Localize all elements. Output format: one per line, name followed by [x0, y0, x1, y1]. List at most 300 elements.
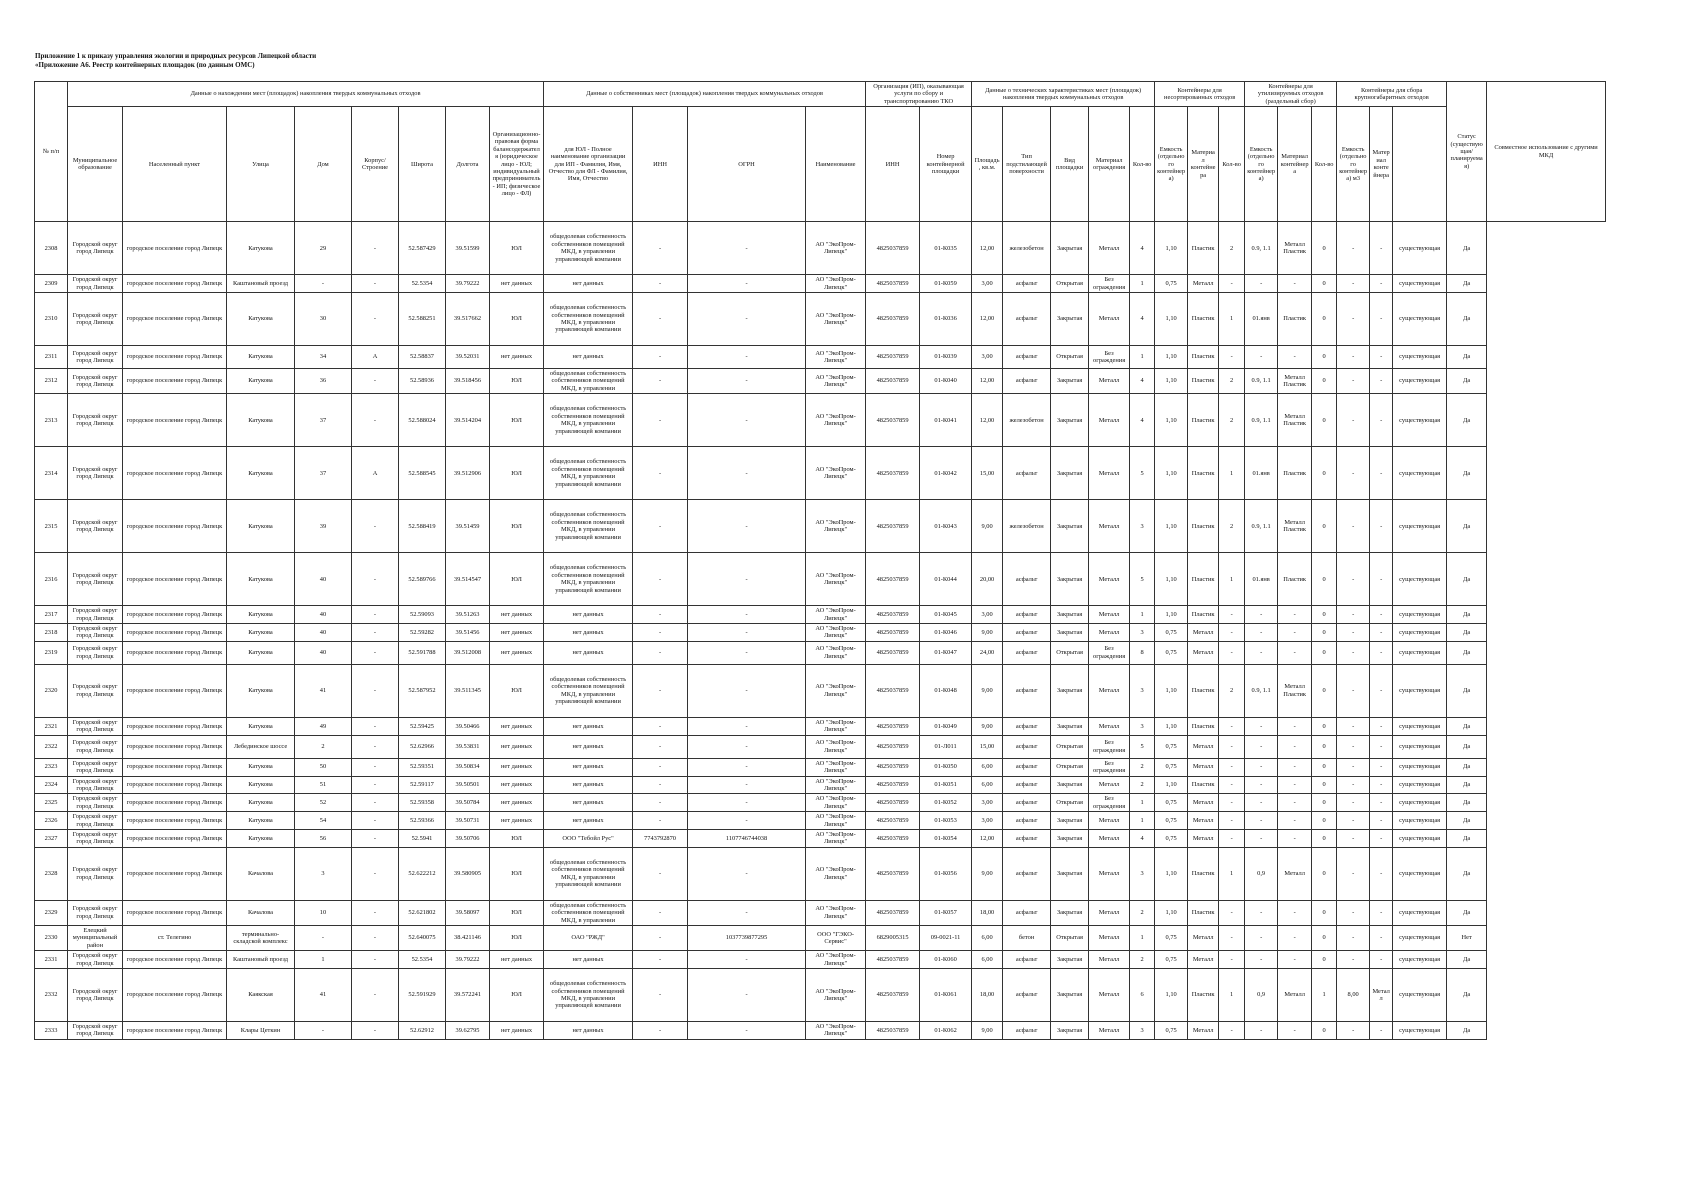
table-cell: городское поселение город Липецк: [123, 500, 227, 553]
table-cell: 01.янв: [1245, 447, 1278, 500]
table-cell: 4: [1130, 394, 1155, 447]
table-cell: 52.59351: [399, 758, 446, 776]
table-cell: 39.51459: [446, 500, 490, 553]
table-cell: -: [1370, 293, 1393, 346]
table-cell: 50: [295, 758, 352, 776]
table-cell: 3,00: [972, 275, 1003, 293]
table-cell: -: [688, 717, 806, 735]
table-cell: -: [352, 717, 399, 735]
table-cell: Катукова: [227, 664, 295, 717]
table-cell: -: [633, 500, 688, 553]
table-cell: 37: [295, 447, 352, 500]
table-cell: А: [352, 447, 399, 500]
table-cell: -: [1278, 776, 1312, 794]
table-cell: 52.621802: [399, 900, 446, 925]
table-cell: асфальт: [1003, 293, 1051, 346]
table-cell: 4825037859: [866, 369, 920, 394]
table-cell: -: [352, 222, 399, 275]
table-cell: 39.62795: [446, 1022, 490, 1040]
table-cell: 3: [1130, 1022, 1155, 1040]
table-cell: -: [1219, 829, 1245, 847]
table-cell: 6: [1130, 969, 1155, 1022]
table-cell: 2310: [35, 293, 68, 346]
table-cell: 4825037859: [866, 776, 920, 794]
table-cell: городское поселение город Липецк: [123, 222, 227, 275]
table-cell: Городской округ город Липецк: [68, 641, 123, 664]
table-cell: Пластик: [1188, 500, 1219, 553]
table-cell: Без ограждения: [1089, 641, 1130, 664]
table-cell: Металл Пластик: [1278, 500, 1312, 553]
table-cell: 4825037859: [866, 346, 920, 369]
table-cell: 39: [295, 500, 352, 553]
table-cell: АО "ЭкоПром-Липецк": [806, 664, 866, 717]
table-cell: -: [352, 369, 399, 394]
table-cell: -: [352, 812, 399, 830]
table-cell: Пластик: [1188, 900, 1219, 925]
column-header: Площадь, кв.м.: [972, 107, 1003, 222]
table-cell: общедолевая собственность собственников помещений МКД, в управлении управляющей компании: [544, 553, 633, 606]
table-cell: 41: [295, 969, 352, 1022]
table-cell: 4825037859: [866, 394, 920, 447]
table-cell: 01-К047: [920, 641, 972, 664]
table-cell: 5: [1130, 735, 1155, 758]
table-cell: -: [1370, 222, 1393, 275]
table-cell: асфальт: [1003, 369, 1051, 394]
table-cell: 6,00: [972, 776, 1003, 794]
table-cell: Да: [1447, 346, 1487, 369]
table-cell: 4825037859: [866, 275, 920, 293]
table-cell: АО "ЭкоПром-Липецк": [806, 553, 866, 606]
table-cell: 40: [295, 606, 352, 624]
table-cell: Закрытая: [1051, 606, 1089, 624]
table-cell: Пластик: [1188, 969, 1219, 1022]
table-cell: 29: [295, 222, 352, 275]
table-cell: Городской округ город Липецк: [68, 776, 123, 794]
table-cell: нет данных: [490, 641, 544, 664]
table-cell: 01-К052: [920, 794, 972, 812]
table-cell: 2316: [35, 553, 68, 606]
table-cell: 1,10: [1155, 606, 1188, 624]
table-cell: асфальт: [1003, 641, 1051, 664]
table-cell: 0: [1312, 275, 1337, 293]
table-cell: Пластик: [1278, 553, 1312, 606]
table-cell: -: [633, 606, 688, 624]
group-header: Данные о нахождении мест (площадок) накопления твердых коммунальных отходов: [68, 82, 544, 107]
table-cell: -: [1337, 717, 1370, 735]
table-cell: Городской округ город Липецк: [68, 500, 123, 553]
table-cell: 1,10: [1155, 500, 1188, 553]
table-cell: 52.59093: [399, 606, 446, 624]
table-cell: 52.58837: [399, 346, 446, 369]
table-cell: существующая: [1393, 275, 1447, 293]
table-cell: железобетон: [1003, 394, 1051, 447]
table-cell: нет данных: [490, 1022, 544, 1040]
table-cell: -: [1370, 829, 1393, 847]
table-cell: Да: [1447, 293, 1487, 346]
table-cell: городское поселение город Липецк: [123, 641, 227, 664]
table-cell: 2: [1130, 776, 1155, 794]
table-cell: 3,00: [972, 606, 1003, 624]
table-cell: -: [1370, 275, 1393, 293]
table-cell: 2313: [35, 394, 68, 447]
table-cell: существующая: [1393, 624, 1447, 642]
table-cell: -: [1278, 624, 1312, 642]
table-cell: -: [1245, 641, 1278, 664]
table-cell: существующая: [1393, 500, 1447, 553]
table-cell: Металл: [1278, 847, 1312, 900]
table-cell: 4825037859: [866, 1022, 920, 1040]
table-row: [35, 500, 1606, 553]
table-cell: городское поселение город Липецк: [123, 969, 227, 1022]
table-cell: 01-К062: [920, 1022, 972, 1040]
table-cell: 5: [1130, 447, 1155, 500]
table-cell: -: [1370, 735, 1393, 758]
table-cell: АО "ЭкоПром-Липецк": [806, 641, 866, 664]
table-cell: 2325: [35, 794, 68, 812]
table-cell: нет данных: [490, 717, 544, 735]
table-cell: -: [1370, 346, 1393, 369]
table-cell: 0: [1312, 394, 1337, 447]
table-cell: 1: [1130, 275, 1155, 293]
table-cell: городское поселение город Липецк: [123, 900, 227, 925]
table-cell: Да: [1447, 829, 1487, 847]
table-cell: Металл: [1188, 624, 1219, 642]
table-cell: 4825037859: [866, 500, 920, 553]
table-cell: городское поселение город Липецк: [123, 624, 227, 642]
table-cell: 1: [1130, 812, 1155, 830]
header-line-1: Приложение 1 к приказу управления экологии и природных ресурсов Липецкой области: [35, 52, 317, 60]
table-cell: -: [1219, 776, 1245, 794]
table-cell: 0: [1312, 664, 1337, 717]
table-cell: Пластик: [1188, 717, 1219, 735]
table-cell: 0,75: [1155, 735, 1188, 758]
table-cell: Городской округ город Липецк: [68, 794, 123, 812]
column-header: Населенный пункт: [123, 107, 227, 222]
table-cell: Металл: [1188, 641, 1219, 664]
table-cell: -: [1337, 293, 1370, 346]
table-cell: Городской округ город Липецк: [68, 812, 123, 830]
table-cell: 2312: [35, 369, 68, 394]
table-cell: 0,9: [1245, 969, 1278, 1022]
table-cell: Без ограждения: [1089, 794, 1130, 812]
table-cell: Катукова: [227, 641, 295, 664]
table-cell: 40: [295, 553, 352, 606]
column-header: Организационно-правовая форма балансодержателя (юридическое лицо - ЮЛ; индивидуальный предприниматель - ИП; физическое лицо - ФЛ): [490, 107, 544, 222]
table-cell: 0,75: [1155, 794, 1188, 812]
table-cell: Катукова: [227, 812, 295, 830]
table-row: [35, 275, 1606, 293]
table-cell: существующая: [1393, 641, 1447, 664]
table-cell: 52.591788: [399, 641, 446, 664]
column-header: Тип подстилающей поверхности: [1003, 107, 1051, 222]
table-cell: -: [352, 847, 399, 900]
table-cell: 3,00: [972, 346, 1003, 369]
table-cell: 12,00: [972, 222, 1003, 275]
table-cell: 4825037859: [866, 717, 920, 735]
table-cell: нет данных: [544, 606, 633, 624]
table-cell: -: [1278, 641, 1312, 664]
table-cell: АО "ЭкоПром-Липецк": [806, 776, 866, 794]
table-cell: -: [1245, 900, 1278, 925]
table-cell: Пластик: [1188, 222, 1219, 275]
table-cell: -: [633, 222, 688, 275]
table-cell: -: [295, 1022, 352, 1040]
table-cell: -: [688, 735, 806, 758]
table-cell: 2315: [35, 500, 68, 553]
table-head: [35, 82, 1606, 222]
table-cell: 52.59117: [399, 776, 446, 794]
table-cell: АО "ЭкоПром-Липецк": [806, 606, 866, 624]
table-cell: Пластик: [1188, 394, 1219, 447]
table-cell: -: [1337, 812, 1370, 830]
table-cell: -: [352, 624, 399, 642]
table-cell: 52.591929: [399, 969, 446, 1022]
table-cell: ЮЛ: [490, 900, 544, 925]
table-cell: -: [1245, 812, 1278, 830]
table-cell: 12,00: [972, 293, 1003, 346]
table-cell: Металл Пластик: [1278, 664, 1312, 717]
table-cell: 1,10: [1155, 447, 1188, 500]
table-row: [35, 1022, 1606, 1040]
table-cell: Металл: [1089, 222, 1130, 275]
table-cell: 52.588545: [399, 447, 446, 500]
table-cell: 01-К043: [920, 500, 972, 553]
table-cell: Закрытая: [1051, 553, 1089, 606]
table-cell: существующая: [1393, 735, 1447, 758]
table-cell: 52.588024: [399, 394, 446, 447]
table-cell: общедолевая собственность собственников помещений МКД, в управлении управляющей компании: [544, 447, 633, 500]
table-cell: 39.50834: [446, 758, 490, 776]
table-cell: -: [352, 275, 399, 293]
table-cell: бетон: [1003, 925, 1051, 950]
table-row: [35, 293, 1606, 346]
table-cell: ЮЛ: [490, 969, 544, 1022]
table-cell: 2328: [35, 847, 68, 900]
table-cell: 12,00: [972, 394, 1003, 447]
table-cell: городское поселение город Липецк: [123, 1022, 227, 1040]
table-cell: 52.589766: [399, 553, 446, 606]
table-cell: -: [688, 447, 806, 500]
table-cell: Катукова: [227, 717, 295, 735]
table-cell: АО "ЭкоПром-Липецк": [806, 900, 866, 925]
table-cell: -: [1337, 369, 1370, 394]
group-header: Организация (ИП), оказывающая услуги по сбору и транспортированию ТКО: [866, 82, 972, 107]
table-row: [35, 346, 1606, 369]
table-cell: асфальт: [1003, 553, 1051, 606]
table-cell: нет данных: [544, 776, 633, 794]
table-cell: 4: [1130, 293, 1155, 346]
table-cell: 4825037859: [866, 222, 920, 275]
table-cell: 49: [295, 717, 352, 735]
table-cell: 2: [295, 735, 352, 758]
table-cell: 1: [1219, 847, 1245, 900]
table-cell: -: [1337, 275, 1370, 293]
table-cell: Закрытая: [1051, 222, 1089, 275]
table-cell: городское поселение город Липецк: [123, 794, 227, 812]
table-cell: Закрытая: [1051, 664, 1089, 717]
table-cell: Лебединское шоссе: [227, 735, 295, 758]
table-cell: Катукова: [227, 346, 295, 369]
table-cell: 0: [1312, 717, 1337, 735]
table-cell: 4: [1130, 829, 1155, 847]
table-cell: Металл Пластик: [1278, 369, 1312, 394]
table-cell: 4: [1130, 369, 1155, 394]
table-cell: -: [1370, 606, 1393, 624]
table-cell: городское поселение город Липецк: [123, 293, 227, 346]
group-header: Контейнеры для несортированных отходов: [1155, 82, 1245, 107]
table-cell: 36: [295, 369, 352, 394]
table-cell: -: [1370, 812, 1393, 830]
table-cell: 3: [1130, 717, 1155, 735]
table-cell: -: [352, 664, 399, 717]
table-cell: ООО "Тебойл Рус": [544, 829, 633, 847]
table-cell: Катукова: [227, 553, 295, 606]
column-header: Номер контейнерной площадки: [920, 107, 972, 222]
table-cell: 0: [1312, 624, 1337, 642]
table-row: [35, 606, 1606, 624]
table-cell: существующая: [1393, 969, 1447, 1022]
table-cell: Елецкий муниципальный район: [68, 925, 123, 950]
table-cell: -: [633, 951, 688, 969]
table-cell: 12,00: [972, 829, 1003, 847]
table-cell: Металл: [1089, 951, 1130, 969]
table-cell: -: [1370, 447, 1393, 500]
table-cell: Да: [1447, 794, 1487, 812]
column-header: Емкость (отдельного контейнера): [1155, 107, 1188, 222]
table-cell: Да: [1447, 847, 1487, 900]
table-cell: существующая: [1393, 829, 1447, 847]
table-cell: -: [633, 758, 688, 776]
table-cell: -: [352, 925, 399, 950]
table-cell: -: [633, 369, 688, 394]
table-cell: Металл: [1089, 969, 1130, 1022]
table-cell: существующая: [1393, 794, 1447, 812]
table-cell: Городской округ город Липецк: [68, 829, 123, 847]
table-cell: Городской округ город Липецк: [68, 346, 123, 369]
table-cell: Закрытая: [1051, 369, 1089, 394]
table-cell: Да: [1447, 812, 1487, 830]
table-cell: нет данных: [490, 606, 544, 624]
table-cell: 2: [1219, 222, 1245, 275]
table-cell: Открытая: [1051, 641, 1089, 664]
table-cell: общедолевая собственность собственников помещений МКД, в управлении: [544, 900, 633, 925]
table-cell: 0: [1312, 951, 1337, 969]
table-cell: Без ограждения: [1089, 275, 1130, 293]
table-cell: 4825037859: [866, 758, 920, 776]
table-cell: АО "ЭкоПром-Липецк": [806, 717, 866, 735]
table-cell: -: [633, 394, 688, 447]
table-cell: -: [633, 293, 688, 346]
table-cell: -: [1219, 346, 1245, 369]
table-cell: 01-К046: [920, 624, 972, 642]
column-header: ИНН: [866, 107, 920, 222]
table-cell: -: [1370, 717, 1393, 735]
table-cell: Да: [1447, 447, 1487, 500]
table-cell: 0: [1312, 553, 1337, 606]
table-cell: 9,00: [972, 847, 1003, 900]
table-cell: асфальт: [1003, 969, 1051, 1022]
table-cell: асфальт: [1003, 900, 1051, 925]
document-header: [35, 52, 316, 70]
table-cell: нет данных: [490, 624, 544, 642]
table-cell: -: [1219, 758, 1245, 776]
table-row: [35, 369, 1606, 394]
table-cell: 0.9, 1.1: [1245, 500, 1278, 553]
table-cell: Закрытая: [1051, 900, 1089, 925]
table-cell: 8: [1130, 641, 1155, 664]
table-cell: -: [1370, 369, 1393, 394]
table-cell: -: [688, 394, 806, 447]
table-cell: -: [1337, 829, 1370, 847]
table-cell: 0.9, 1.1: [1245, 222, 1278, 275]
table-cell: асфальт: [1003, 275, 1051, 293]
table-cell: -: [1245, 925, 1278, 950]
table-cell: Да: [1447, 969, 1487, 1022]
table-cell: Металл: [1188, 951, 1219, 969]
table-cell: 2320: [35, 664, 68, 717]
table-row: [35, 553, 1606, 606]
table-cell: -: [1370, 553, 1393, 606]
table-cell: 54: [295, 812, 352, 830]
table-cell: Каякская: [227, 969, 295, 1022]
table-cell: 2327: [35, 829, 68, 847]
table-cell: 2314: [35, 447, 68, 500]
table-cell: Катукова: [227, 500, 295, 553]
table-cell: 4825037859: [866, 735, 920, 758]
table-cell: 2: [1130, 758, 1155, 776]
table-cell: 1,10: [1155, 847, 1188, 900]
table-cell: нет данных: [490, 346, 544, 369]
table-cell: 1,10: [1155, 664, 1188, 717]
table-cell: Закрытая: [1051, 624, 1089, 642]
table-cell: 1: [1219, 293, 1245, 346]
table-cell: 56: [295, 829, 352, 847]
table-cell: 4825037859: [866, 794, 920, 812]
table-cell: 4825037859: [866, 293, 920, 346]
table-cell: железобетон: [1003, 500, 1051, 553]
table-cell: 4825037859: [866, 606, 920, 624]
table-cell: общедолевая собственность собственников помещений МКД, в управлении управляющей компании: [544, 222, 633, 275]
table-row: [35, 812, 1606, 830]
table-cell: Городской округ город Липецк: [68, 222, 123, 275]
table-cell: ЮЛ: [490, 829, 544, 847]
table-cell: 4825037859: [866, 969, 920, 1022]
table-cell: общедолевая собственность собственников помещений МКД, в управлении управляющей компании: [544, 293, 633, 346]
table-cell: 01-К056: [920, 847, 972, 900]
table-cell: 52.62912: [399, 1022, 446, 1040]
table-cell: 1,10: [1155, 553, 1188, 606]
table-cell: Пластик: [1278, 447, 1312, 500]
table-cell: 0,9: [1245, 847, 1278, 900]
table-cell: нет данных: [490, 794, 544, 812]
table-cell: существующая: [1393, 222, 1447, 275]
table-cell: нет данных: [490, 758, 544, 776]
table-cell: -: [1337, 735, 1370, 758]
table-cell: 0,75: [1155, 925, 1188, 950]
table-cell: существующая: [1393, 369, 1447, 394]
table-cell: -: [1278, 925, 1312, 950]
table-cell: 1: [1130, 925, 1155, 950]
table-cell: -: [688, 847, 806, 900]
table-cell: Металл: [1089, 1022, 1130, 1040]
table-cell: -: [1278, 717, 1312, 735]
table-cell: 18,00: [972, 969, 1003, 1022]
table-cell: 4825037859: [866, 847, 920, 900]
table-cell: 2: [1219, 500, 1245, 553]
table-cell: городское поселение город Липецк: [123, 812, 227, 830]
table-cell: ст. Телегино: [123, 925, 227, 950]
table-cell: 4825037859: [866, 624, 920, 642]
